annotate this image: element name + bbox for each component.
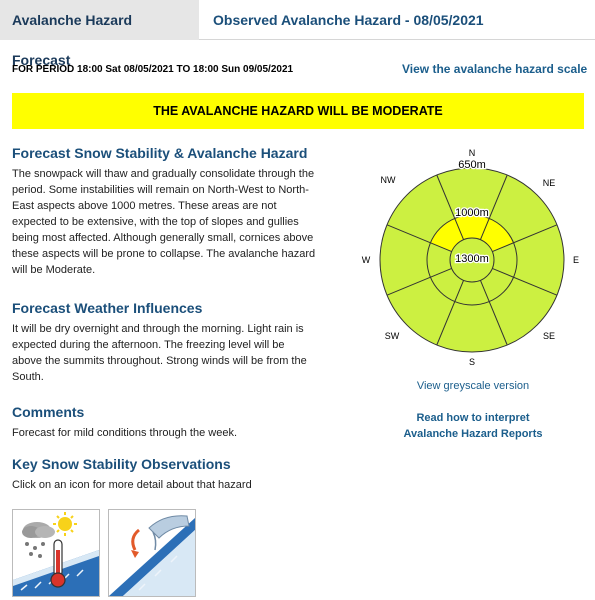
avalanche-rose	[352, 140, 594, 380]
elevation-label-1000m: 1000m	[455, 207, 489, 219]
text-line: expected during the afternoon. The freezing level will be	[12, 339, 285, 351]
text-line: Click on an icon for more detail about that hazard	[12, 479, 252, 491]
interpret-reports-link[interactable]	[352, 410, 594, 442]
tab-avalanche-hazard-forecast[interactable]: Avalanche Hazard Forecast	[0, 0, 199, 40]
cornice-icon	[109, 510, 195, 596]
forecast-period: FOR PERIOD 18:00 Sat 08/05/2021 TO 18:00 Sun 09/05/2021	[12, 64, 294, 75]
text-line: East aspects above 1000 metres. These areas are not	[12, 200, 277, 212]
weather-text	[12, 321, 352, 385]
observations-heading: Key Snow Stability Observations	[12, 456, 231, 472]
wet-snow-observation-button[interactable]	[12, 509, 100, 597]
wet-snow-thaw-icon	[13, 510, 99, 596]
elevation-label-650m: 650m	[458, 159, 486, 171]
elevation-label-1300m: 1300m	[455, 253, 489, 265]
text-line: period. Some instabilities will remain on North-West to North-	[12, 184, 309, 196]
interpret-link-line2[interactable]: Avalanche Hazard Reports	[403, 428, 543, 440]
text-line: It will be dry overnight and through the morning. Light rain is	[12, 323, 304, 335]
direction-se: SE	[542, 331, 556, 341]
stability-text	[12, 166, 352, 278]
comments-heading: Comments	[12, 404, 85, 420]
direction-sw: SW	[384, 331, 400, 341]
hazard-scale-link[interactable]: View the avalanche hazard scale	[402, 62, 588, 76]
direction-w: W	[361, 255, 371, 265]
avalanche-rose-svg	[352, 140, 594, 380]
text-line: South.	[12, 371, 44, 383]
text-line: will be Moderate.	[12, 264, 96, 276]
text-line: being most affected. Although generally small, cornices above	[12, 232, 314, 244]
weather-heading: Forecast Weather Influences	[12, 300, 203, 316]
direction-e: E	[572, 255, 580, 265]
stability-heading: Forecast Snow Stability & Avalanche Hazard	[12, 145, 308, 161]
comments-text	[12, 425, 352, 441]
hazard-banner: THE AVALANCHE HAZARD WILL BE MODERATE	[12, 93, 584, 129]
text-line: these aspects will be prone to collapse. The avalanche hazard	[12, 248, 316, 260]
cornice-observation-button[interactable]	[108, 509, 196, 597]
text-line: expected to be extensive, with the top of slopes and gullies	[12, 216, 299, 228]
tab-observed-avalanche-hazard[interactable]: Observed Avalanche Hazard - 08/05/2021	[213, 12, 484, 28]
direction-n: N	[468, 148, 476, 158]
text-line: above the summits throughout. Strong winds will be from the	[12, 355, 307, 367]
observations-text	[12, 477, 352, 493]
text-line: The snowpack will thaw and gradually consolidate through the	[12, 168, 315, 180]
direction-nw: NW	[380, 175, 396, 185]
direction-ne: NE	[542, 178, 556, 188]
text-line: Forecast for mild conditions through the week.	[12, 427, 238, 439]
tab-bar	[0, 0, 595, 68]
direction-s: S	[468, 357, 476, 367]
interpret-link-line1[interactable]: Read how to interpret	[416, 412, 530, 424]
greyscale-link[interactable]: View greyscale version	[416, 380, 530, 392]
